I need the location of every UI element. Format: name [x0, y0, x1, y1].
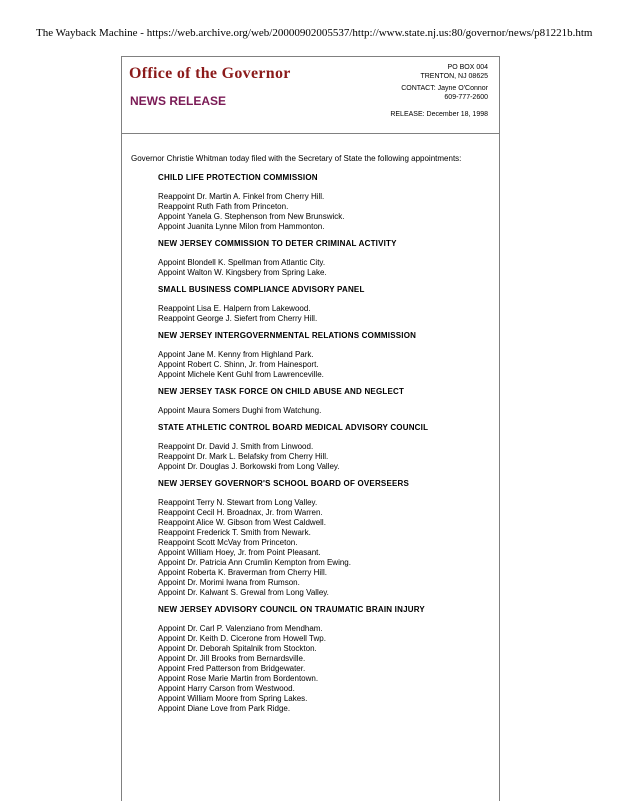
appointment-item: Appoint Robert C. Shinn, Jr. from Hainesport. [158, 360, 319, 369]
section-title: NEW JERSEY COMMISSION TO DETER CRIMINAL ACTIVITY [158, 239, 397, 248]
appointment-item: Reappoint Dr. Mark L. Belafsky from Cherry Hill. [158, 452, 329, 461]
appointment-item: Appoint Dr. Morimi Iwana from Rumson. [158, 578, 300, 587]
appointment-item: Reappoint Cecil H. Broadnax, Jr. from Warren. [158, 508, 323, 517]
appointment-item: Reappoint Dr. David J. Smith from Linwood. [158, 442, 314, 451]
news-release-frame [121, 56, 500, 801]
po-box: PO BOX 004 [447, 64, 488, 71]
appointment-item: Appoint Roberta K. Braverman from Cherry Hill. [158, 568, 327, 577]
appointment-item: Reappoint Frederick T. Smith from Newark. [158, 528, 311, 537]
appointment-item: Appoint Yanela G. Stephenson from New Brunswick. [158, 212, 345, 221]
news-release-heading: NEWS RELEASE [130, 94, 227, 108]
appointment-item: Appoint William Moore from Spring Lakes. [158, 694, 308, 703]
appointment-item: Appoint Rose Marie Martin from Bordentown. [158, 674, 319, 683]
appointment-item: Appoint Blondell K. Spellman from Atlantic City. [158, 258, 326, 267]
section-title: NEW JERSEY INTERGOVERNMENTAL RELATIONS COMMISSION [158, 331, 417, 340]
section-title: STATE ATHLETIC CONTROL BOARD MEDICAL ADVISORY COUNCIL [158, 423, 429, 432]
section-title: CHILD LIFE PROTECTION COMMISSION [158, 173, 318, 182]
appointment-item: Appoint Dr. Keith D. Cicerone from Howell Twp. [158, 634, 326, 643]
appointment-section [131, 423, 481, 472]
appointment-section [131, 285, 481, 324]
release-header [122, 57, 499, 134]
appointment-item: Reappoint Lisa E. Halpern from Lakewood. [158, 304, 311, 313]
section-title: SMALL BUSINESS COMPLIANCE ADVISORY PANEL [158, 285, 365, 294]
intro-paragraph: Governor Christie Whitman today filed with the Secretary of State the following appointments: [131, 154, 462, 163]
contact-name: CONTACT: Jayne O'Connor [401, 85, 488, 92]
appointment-item: Reappoint Terry N. Stewart from Long Valley. [158, 498, 318, 507]
appointment-item: Appoint Dr. Patricia Ann Crumlin Kempton from Ewing. [158, 558, 351, 567]
appointment-item: Appoint Dr. Deborah Spitalnik from Stockton. [158, 644, 317, 653]
appointment-sections [131, 173, 481, 714]
appointment-item: Appoint Jane M. Kenny from Highland Park. [158, 350, 314, 359]
section-title: NEW JERSEY GOVERNOR'S SCHOOL BOARD OF OVERSEERS [158, 479, 410, 488]
appointment-item: Appoint Harry Carson from Westwood. [158, 684, 295, 693]
appointment-section [131, 239, 481, 278]
appointment-item: Appoint Dr. Jill Brooks from Bernardsville. [158, 654, 306, 663]
appointment-item: Reappoint George J. Siefert from Cherry Hill. [158, 314, 318, 323]
appointment-section [131, 387, 481, 416]
section-title: NEW JERSEY ADVISORY COUNCIL ON TRAUMATIC BRAIN INJURY [158, 605, 425, 614]
release-body [131, 154, 481, 721]
appointment-item: Appoint Fred Patterson from Bridgewater. [158, 664, 306, 673]
contact-block [401, 84, 488, 102]
office-title: Office of the Governor [129, 65, 291, 82]
appointment-item: Appoint Michele Kent Guhl from Lawrenceville. [158, 370, 324, 379]
appointment-item: Appoint Dr. Douglas J. Borkowski from Long Valley. [158, 462, 340, 471]
appointment-section [131, 605, 481, 714]
appointment-item: Reappoint Scott McVay from Princeton. [158, 538, 298, 547]
appointment-item: Appoint Maura Somers Dughi from Watchung. [158, 406, 322, 415]
address-block [420, 63, 488, 81]
appointment-item: Appoint Walton W. Kingsbery from Spring Lake. [158, 268, 327, 277]
appointment-item: Reappoint Dr. Martin A. Finkel from Cherry Hill. [158, 192, 325, 201]
contact-phone: 609-777-2600 [444, 94, 488, 101]
city-line: TRENTON, NJ 08625 [420, 73, 488, 80]
appointment-item: Reappoint Alice W. Gibson from West Caldwell. [158, 518, 326, 527]
page-title: The Wayback Machine - https://web.archive.org/web/20000902005537/http://www.state.nj.us:80/governor/news/p81221b.htm [36, 27, 593, 39]
appointment-item: Reappoint Ruth Fath from Princeton. [158, 202, 289, 211]
release-date: RELEASE: December 18, 1998 [390, 111, 488, 118]
section-title: NEW JERSEY TASK FORCE ON CHILD ABUSE AND NEGLECT [158, 387, 405, 396]
appointment-item: Appoint William Hoey, Jr. from Point Pleasant. [158, 548, 321, 557]
appointment-section [131, 331, 481, 380]
appointment-section [131, 173, 481, 232]
appointment-item: Appoint Dr. Kalwant S. Grewal from Long Valley. [158, 588, 329, 597]
appointment-section [131, 479, 481, 598]
appointment-item: Appoint Juanita Lynne Milon from Hammonton. [158, 222, 325, 231]
appointment-item: Appoint Diane Love from Park Ridge. [158, 704, 291, 713]
appointment-item: Appoint Dr. Carl P. Valenziano from Mendham. [158, 624, 323, 633]
